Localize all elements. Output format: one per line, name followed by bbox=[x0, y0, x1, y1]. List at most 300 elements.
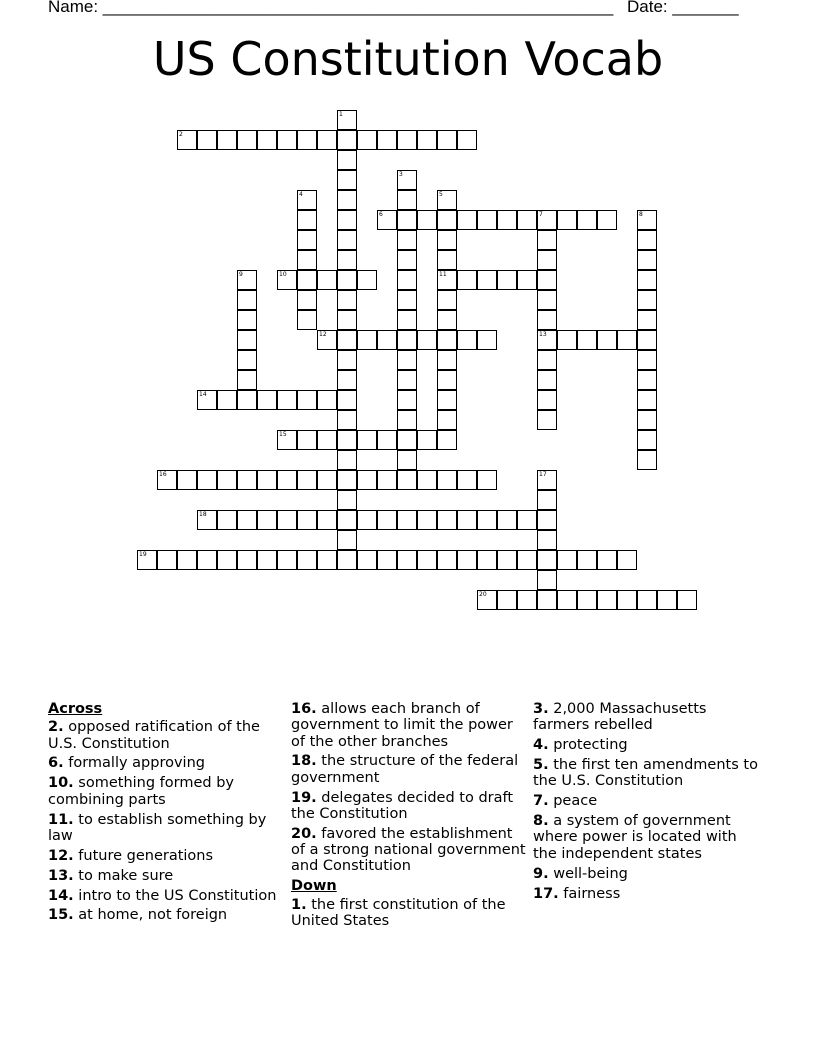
grid-cell[interactable] bbox=[537, 490, 557, 510]
clue-item bbox=[48, 848, 280, 864]
grid-cell[interactable] bbox=[597, 550, 617, 570]
clue-number: 14. bbox=[48, 887, 74, 904]
grid-cell[interactable] bbox=[477, 330, 497, 350]
grid-cell[interactable] bbox=[297, 550, 317, 570]
grid-cell[interactable] bbox=[397, 270, 417, 290]
grid-cell[interactable] bbox=[597, 330, 617, 350]
grid-cell[interactable] bbox=[637, 590, 657, 610]
clue-number: 2. bbox=[48, 719, 64, 736]
grid-cell[interactable] bbox=[397, 130, 417, 150]
grid-cell[interactable] bbox=[537, 250, 557, 270]
grid-cell[interactable] bbox=[257, 550, 277, 570]
grid-cell[interactable] bbox=[417, 550, 437, 570]
grid-cell[interactable] bbox=[397, 290, 417, 310]
grid-cell[interactable] bbox=[257, 390, 277, 410]
clue-item bbox=[48, 888, 280, 904]
clues-column-2 bbox=[291, 701, 527, 933]
clue-text: at home, not foreign bbox=[78, 907, 228, 924]
clue-item bbox=[48, 868, 280, 884]
grid-cell[interactable] bbox=[437, 550, 457, 570]
clue-number: 20. bbox=[291, 825, 317, 842]
grid-cell[interactable] bbox=[257, 130, 277, 150]
clue-text: well-being bbox=[553, 865, 628, 882]
clues-column-1 bbox=[48, 701, 280, 927]
grid-cell[interactable] bbox=[337, 470, 357, 490]
clue-item bbox=[291, 826, 527, 875]
clue-text: formally approving bbox=[68, 755, 205, 772]
grid-cell[interactable] bbox=[557, 550, 577, 570]
grid-cell[interactable] bbox=[477, 470, 497, 490]
grid-cell[interactable] bbox=[397, 230, 417, 250]
grid-cell[interactable] bbox=[477, 590, 497, 610]
clue-text: favored the establishment of a strong national government and Constitution bbox=[291, 825, 526, 875]
clue-text: delegates decided to draft the Constitution bbox=[291, 789, 514, 822]
clue-number-label: 2 bbox=[179, 131, 183, 138]
clue-number: 17. bbox=[533, 885, 559, 902]
clue-text: fairness bbox=[563, 885, 621, 902]
grid-cell[interactable] bbox=[397, 190, 417, 210]
grid-cell[interactable] bbox=[277, 550, 297, 570]
grid-cell[interactable] bbox=[317, 470, 337, 490]
grid-cell[interactable] bbox=[377, 510, 397, 530]
grid-cell[interactable] bbox=[357, 130, 377, 150]
grid-cell[interactable] bbox=[537, 390, 557, 410]
grid-cell[interactable] bbox=[157, 470, 177, 490]
clue-number: 15. bbox=[48, 907, 74, 924]
clue-number-label: 1 bbox=[339, 111, 343, 118]
clue-number-label: 8 bbox=[639, 211, 643, 218]
grid-cell[interactable] bbox=[537, 350, 557, 370]
clue-number-label: 16 bbox=[159, 471, 167, 478]
clue-item bbox=[48, 755, 280, 771]
grid-cell[interactable] bbox=[397, 450, 417, 470]
grid-cell[interactable] bbox=[457, 270, 477, 290]
grid-cell[interactable] bbox=[397, 210, 417, 230]
grid-cell[interactable] bbox=[437, 250, 457, 270]
grid-cell[interactable] bbox=[437, 190, 457, 210]
grid-cell[interactable] bbox=[497, 590, 517, 610]
clue-number-label: 17 bbox=[539, 471, 547, 478]
clue-number-label: 19 bbox=[139, 551, 147, 558]
clue-number: 19. bbox=[291, 789, 317, 806]
grid-cell[interactable] bbox=[157, 550, 177, 570]
grid-cell[interactable] bbox=[237, 470, 257, 490]
grid-cell[interactable] bbox=[577, 590, 597, 610]
grid-cell[interactable] bbox=[337, 510, 357, 530]
grid-cell[interactable] bbox=[337, 290, 357, 310]
grid-cell[interactable] bbox=[357, 270, 377, 290]
grid-cell[interactable] bbox=[517, 550, 537, 570]
clue-text: protecting bbox=[553, 737, 628, 754]
clue-number: 11. bbox=[48, 811, 74, 828]
grid-cell[interactable] bbox=[617, 590, 637, 610]
grid-cell[interactable] bbox=[337, 110, 357, 130]
grid-cell[interactable] bbox=[277, 430, 297, 450]
grid-cell[interactable] bbox=[257, 470, 277, 490]
grid-cell[interactable] bbox=[237, 370, 257, 390]
clue-item bbox=[533, 793, 765, 809]
clue-text: to establish something by law bbox=[48, 811, 267, 844]
grid-cell[interactable] bbox=[477, 210, 497, 230]
grid-cell[interactable] bbox=[317, 330, 337, 350]
grid-cell[interactable] bbox=[297, 470, 317, 490]
grid-cell[interactable] bbox=[637, 330, 657, 350]
grid-cell[interactable] bbox=[177, 550, 197, 570]
grid-cell[interactable] bbox=[397, 510, 417, 530]
clue-number-label: 7 bbox=[539, 211, 543, 218]
clue-number: 18. bbox=[291, 753, 317, 770]
grid-cell[interactable] bbox=[337, 270, 357, 290]
grid-cell[interactable] bbox=[677, 590, 697, 610]
clue-number: 5. bbox=[533, 757, 549, 774]
clue-text: peace bbox=[553, 793, 598, 810]
grid-cell[interactable] bbox=[437, 470, 457, 490]
clue-number: 1. bbox=[291, 896, 307, 913]
grid-cell[interactable] bbox=[337, 230, 357, 250]
grid-cell[interactable] bbox=[437, 230, 457, 250]
clue-number-label: 10 bbox=[279, 271, 287, 278]
grid-cell[interactable] bbox=[177, 130, 197, 150]
grid-cell[interactable] bbox=[397, 470, 417, 490]
grid-cell[interactable] bbox=[637, 250, 657, 270]
grid-cell[interactable] bbox=[537, 290, 557, 310]
grid-cell[interactable] bbox=[237, 290, 257, 310]
grid-cell[interactable] bbox=[497, 550, 517, 570]
grid-cell[interactable] bbox=[397, 250, 417, 270]
clue-item bbox=[533, 757, 765, 790]
clue-number: 3. bbox=[533, 701, 549, 717]
grid-cell[interactable] bbox=[337, 350, 357, 370]
grid-cell[interactable] bbox=[637, 290, 657, 310]
grid-cell[interactable] bbox=[317, 430, 337, 450]
grid-cell[interactable] bbox=[417, 330, 437, 350]
clue-section-heading: Down bbox=[291, 878, 337, 895]
clue-text: the first constitution of the United States bbox=[291, 896, 506, 929]
clue-item bbox=[291, 701, 527, 750]
grid-cell[interactable] bbox=[577, 550, 597, 570]
grid-cell[interactable] bbox=[577, 330, 597, 350]
name-field-label: Name: ______________________________________________________ bbox=[48, 0, 614, 16]
grid-cell[interactable] bbox=[297, 290, 317, 310]
clue-number-label: 13 bbox=[539, 331, 547, 338]
grid-cell[interactable] bbox=[537, 590, 557, 610]
clue-item bbox=[533, 701, 765, 734]
grid-cell[interactable] bbox=[377, 550, 397, 570]
clue-number-label: 15 bbox=[279, 431, 287, 438]
grid-cell[interactable] bbox=[557, 590, 577, 610]
clue-text: opposed ratification of the U.S. Constitution bbox=[48, 719, 260, 752]
grid-cell[interactable] bbox=[637, 230, 657, 250]
clues-column-3 bbox=[533, 701, 765, 905]
grid-cell[interactable] bbox=[317, 130, 337, 150]
grid-cell[interactable] bbox=[497, 270, 517, 290]
grid-cell[interactable] bbox=[197, 130, 217, 150]
clue-text: future generations bbox=[78, 847, 214, 864]
grid-cell[interactable] bbox=[137, 550, 157, 570]
grid-cell[interactable] bbox=[297, 130, 317, 150]
grid-cell[interactable] bbox=[497, 510, 517, 530]
grid-cell[interactable] bbox=[457, 130, 477, 150]
grid-cell[interactable] bbox=[217, 510, 237, 530]
grid-cell[interactable] bbox=[317, 390, 337, 410]
grid-cell[interactable] bbox=[297, 190, 317, 210]
grid-cell[interactable] bbox=[277, 470, 297, 490]
grid-cell[interactable] bbox=[237, 350, 257, 370]
grid-cell[interactable] bbox=[417, 430, 437, 450]
grid-cell[interactable] bbox=[337, 330, 357, 350]
date-field-label: Date: _______ bbox=[627, 0, 739, 16]
grid-cell[interactable] bbox=[437, 270, 457, 290]
grid-cell[interactable] bbox=[237, 270, 257, 290]
grid-cell[interactable] bbox=[637, 310, 657, 330]
grid-cell[interactable] bbox=[197, 550, 217, 570]
grid-cell[interactable] bbox=[397, 310, 417, 330]
grid-cell[interactable] bbox=[197, 510, 217, 530]
clue-text: 2,000 Massachusetts farmers rebelled bbox=[533, 701, 707, 734]
grid-cell[interactable] bbox=[457, 470, 477, 490]
grid-cell[interactable] bbox=[337, 530, 357, 550]
clue-number: 6. bbox=[48, 755, 64, 772]
grid-cell[interactable] bbox=[397, 390, 417, 410]
grid-cell[interactable] bbox=[377, 430, 397, 450]
grid-cell[interactable] bbox=[437, 350, 457, 370]
grid-cell[interactable] bbox=[277, 270, 297, 290]
grid-cell[interactable] bbox=[537, 310, 557, 330]
grid-cell[interactable] bbox=[437, 130, 457, 150]
clue-text: the first ten amendments to the U.S. Constitution bbox=[533, 757, 758, 790]
clue-number-label: 9 bbox=[239, 271, 243, 278]
grid-cell[interactable] bbox=[577, 210, 597, 230]
grid-cell[interactable] bbox=[357, 550, 377, 570]
grid-cell[interactable] bbox=[337, 250, 357, 270]
grid-cell[interactable] bbox=[277, 390, 297, 410]
grid-cell[interactable] bbox=[637, 430, 657, 450]
grid-cell[interactable] bbox=[457, 550, 477, 570]
clue-section-heading: Across bbox=[48, 701, 103, 717]
clue-item bbox=[533, 813, 765, 862]
grid-cell[interactable] bbox=[237, 330, 257, 350]
grid-cell[interactable] bbox=[337, 170, 357, 190]
clue-number: 12. bbox=[48, 847, 74, 864]
clue-item bbox=[291, 897, 527, 930]
grid-cell[interactable] bbox=[537, 510, 557, 530]
clue-number: 13. bbox=[48, 867, 74, 884]
grid-cell[interactable] bbox=[437, 210, 457, 230]
grid-cell[interactable] bbox=[337, 130, 357, 150]
grid-cell[interactable] bbox=[197, 390, 217, 410]
grid-cell[interactable] bbox=[297, 270, 317, 290]
grid-cell[interactable] bbox=[437, 390, 457, 410]
grid-cell[interactable] bbox=[257, 510, 277, 530]
grid-cell[interactable] bbox=[637, 450, 657, 470]
grid-cell[interactable] bbox=[557, 210, 577, 230]
clue-text: the structure of the federal government bbox=[291, 753, 519, 786]
grid-cell[interactable] bbox=[297, 230, 317, 250]
grid-cell[interactable] bbox=[337, 150, 357, 170]
grid-cell[interactable] bbox=[437, 430, 457, 450]
clue-text: intro to the US Constitution bbox=[78, 887, 277, 904]
grid-cell[interactable] bbox=[637, 410, 657, 430]
clue-number: 16. bbox=[291, 701, 317, 717]
grid-cell[interactable] bbox=[457, 510, 477, 530]
grid-cell[interactable] bbox=[337, 430, 357, 450]
grid-cell[interactable] bbox=[517, 590, 537, 610]
clue-text: to make sure bbox=[78, 867, 174, 884]
grid-cell[interactable] bbox=[217, 390, 237, 410]
grid-cell[interactable] bbox=[397, 330, 417, 350]
clue-item bbox=[291, 753, 527, 786]
grid-cell[interactable] bbox=[617, 330, 637, 350]
grid-cell[interactable] bbox=[337, 450, 357, 470]
clue-number: 8. bbox=[533, 813, 549, 830]
grid-cell[interactable] bbox=[277, 510, 297, 530]
grid-cell[interactable] bbox=[637, 390, 657, 410]
grid-cell[interactable] bbox=[337, 310, 357, 330]
grid-cell[interactable] bbox=[637, 370, 657, 390]
grid-cell[interactable] bbox=[457, 330, 477, 350]
clue-number: 9. bbox=[533, 865, 549, 882]
grid-cell[interactable] bbox=[657, 590, 677, 610]
grid-cell[interactable] bbox=[557, 330, 577, 350]
grid-cell[interactable] bbox=[437, 290, 457, 310]
grid-cell[interactable] bbox=[357, 470, 377, 490]
clue-number-label: 18 bbox=[199, 511, 207, 518]
clue-number: 7. bbox=[533, 793, 549, 810]
clue-item bbox=[48, 812, 280, 845]
grid-cell[interactable] bbox=[197, 470, 217, 490]
grid-cell[interactable] bbox=[437, 330, 457, 350]
grid-cell[interactable] bbox=[397, 410, 417, 430]
page-title: US Constitution Vocab bbox=[152, 32, 664, 86]
grid-cell[interactable] bbox=[537, 410, 557, 430]
grid-cell[interactable] bbox=[397, 550, 417, 570]
grid-cell[interactable] bbox=[417, 510, 437, 530]
grid-cell[interactable] bbox=[537, 330, 557, 350]
grid-cell[interactable] bbox=[237, 310, 257, 330]
grid-cell[interactable] bbox=[417, 470, 437, 490]
clue-item bbox=[533, 866, 765, 882]
grid-cell[interactable] bbox=[217, 550, 237, 570]
clue-number-label: 4 bbox=[299, 191, 303, 198]
grid-cell[interactable] bbox=[317, 510, 337, 530]
grid-cell[interactable] bbox=[377, 210, 397, 230]
grid-cell[interactable] bbox=[237, 130, 257, 150]
grid-cell[interactable] bbox=[597, 210, 617, 230]
clue-item bbox=[48, 907, 280, 923]
clue-number-label: 3 bbox=[399, 171, 403, 178]
grid-cell[interactable] bbox=[417, 130, 437, 150]
clue-number-label: 6 bbox=[379, 211, 383, 218]
grid-cell[interactable] bbox=[297, 430, 317, 450]
grid-cell[interactable] bbox=[357, 510, 377, 530]
grid-cell[interactable] bbox=[437, 410, 457, 430]
grid-cell[interactable] bbox=[517, 510, 537, 530]
grid-cell[interactable] bbox=[397, 350, 417, 370]
grid-cell[interactable] bbox=[297, 250, 317, 270]
grid-cell[interactable] bbox=[397, 370, 417, 390]
clue-number-label: 20 bbox=[479, 591, 487, 598]
grid-cell[interactable] bbox=[277, 130, 297, 150]
grid-cell[interactable] bbox=[357, 330, 377, 350]
grid-cell[interactable] bbox=[637, 210, 657, 230]
clue-item bbox=[291, 790, 527, 823]
grid-cell[interactable] bbox=[337, 410, 357, 430]
grid-cell[interactable] bbox=[437, 510, 457, 530]
clue-number: 10. bbox=[48, 775, 74, 792]
grid-cell[interactable] bbox=[217, 470, 237, 490]
grid-cell[interactable] bbox=[617, 550, 637, 570]
grid-cell[interactable] bbox=[437, 310, 457, 330]
grid-cell[interactable] bbox=[637, 350, 657, 370]
grid-cell[interactable] bbox=[477, 270, 497, 290]
clue-number: 4. bbox=[533, 737, 549, 754]
grid-cell[interactable] bbox=[517, 210, 537, 230]
grid-cell[interactable] bbox=[317, 550, 337, 570]
clue-item bbox=[533, 737, 765, 753]
clue-text: something formed by combining parts bbox=[48, 775, 235, 808]
grid-cell[interactable] bbox=[357, 430, 377, 450]
grid-cell[interactable] bbox=[337, 390, 357, 410]
grid-cell[interactable] bbox=[337, 490, 357, 510]
grid-cell[interactable] bbox=[457, 210, 477, 230]
clue-number-label: 11 bbox=[439, 271, 447, 278]
grid-cell[interactable] bbox=[377, 130, 397, 150]
clue-number-label: 5 bbox=[439, 191, 443, 198]
clue-item bbox=[48, 775, 280, 808]
clue-item bbox=[48, 719, 280, 752]
grid-cell[interactable] bbox=[237, 510, 257, 530]
grid-cell[interactable] bbox=[637, 270, 657, 290]
grid-cell[interactable] bbox=[377, 470, 397, 490]
grid-cell[interactable] bbox=[537, 570, 557, 590]
grid-cell[interactable] bbox=[337, 550, 357, 570]
clue-number-label: 14 bbox=[199, 391, 207, 398]
grid-cell[interactable] bbox=[337, 190, 357, 210]
grid-cell[interactable] bbox=[537, 270, 557, 290]
grid-cell[interactable] bbox=[377, 330, 397, 350]
grid-cell[interactable] bbox=[477, 550, 497, 570]
grid-cell[interactable] bbox=[537, 530, 557, 550]
grid-cell[interactable] bbox=[477, 510, 497, 530]
grid-cell[interactable] bbox=[397, 430, 417, 450]
clue-item bbox=[533, 886, 765, 902]
clue-text: allows each branch of government to limit the power of the other branches bbox=[291, 701, 513, 750]
grid-cell[interactable] bbox=[337, 210, 357, 230]
grid-cell[interactable] bbox=[417, 210, 437, 230]
grid-cell[interactable] bbox=[217, 130, 237, 150]
grid-cell[interactable] bbox=[537, 230, 557, 250]
grid-cell[interactable] bbox=[537, 210, 557, 230]
grid-cell[interactable] bbox=[337, 370, 357, 390]
grid-cell[interactable] bbox=[297, 510, 317, 530]
grid-cell[interactable] bbox=[437, 370, 457, 390]
grid-cell[interactable] bbox=[237, 390, 257, 410]
grid-cell[interactable] bbox=[597, 590, 617, 610]
grid-cell[interactable] bbox=[517, 270, 537, 290]
grid-cell[interactable] bbox=[497, 210, 517, 230]
grid-cell[interactable] bbox=[237, 550, 257, 570]
grid-cell[interactable] bbox=[177, 470, 197, 490]
grid-cell[interactable] bbox=[297, 210, 317, 230]
grid-cell[interactable] bbox=[317, 270, 337, 290]
grid-cell[interactable] bbox=[537, 370, 557, 390]
grid-cell[interactable] bbox=[537, 470, 557, 490]
clue-number-label: 12 bbox=[319, 331, 327, 338]
grid-cell[interactable] bbox=[397, 170, 417, 190]
grid-cell[interactable] bbox=[537, 550, 557, 570]
grid-cell[interactable] bbox=[297, 310, 317, 330]
grid-cell[interactable] bbox=[297, 390, 317, 410]
